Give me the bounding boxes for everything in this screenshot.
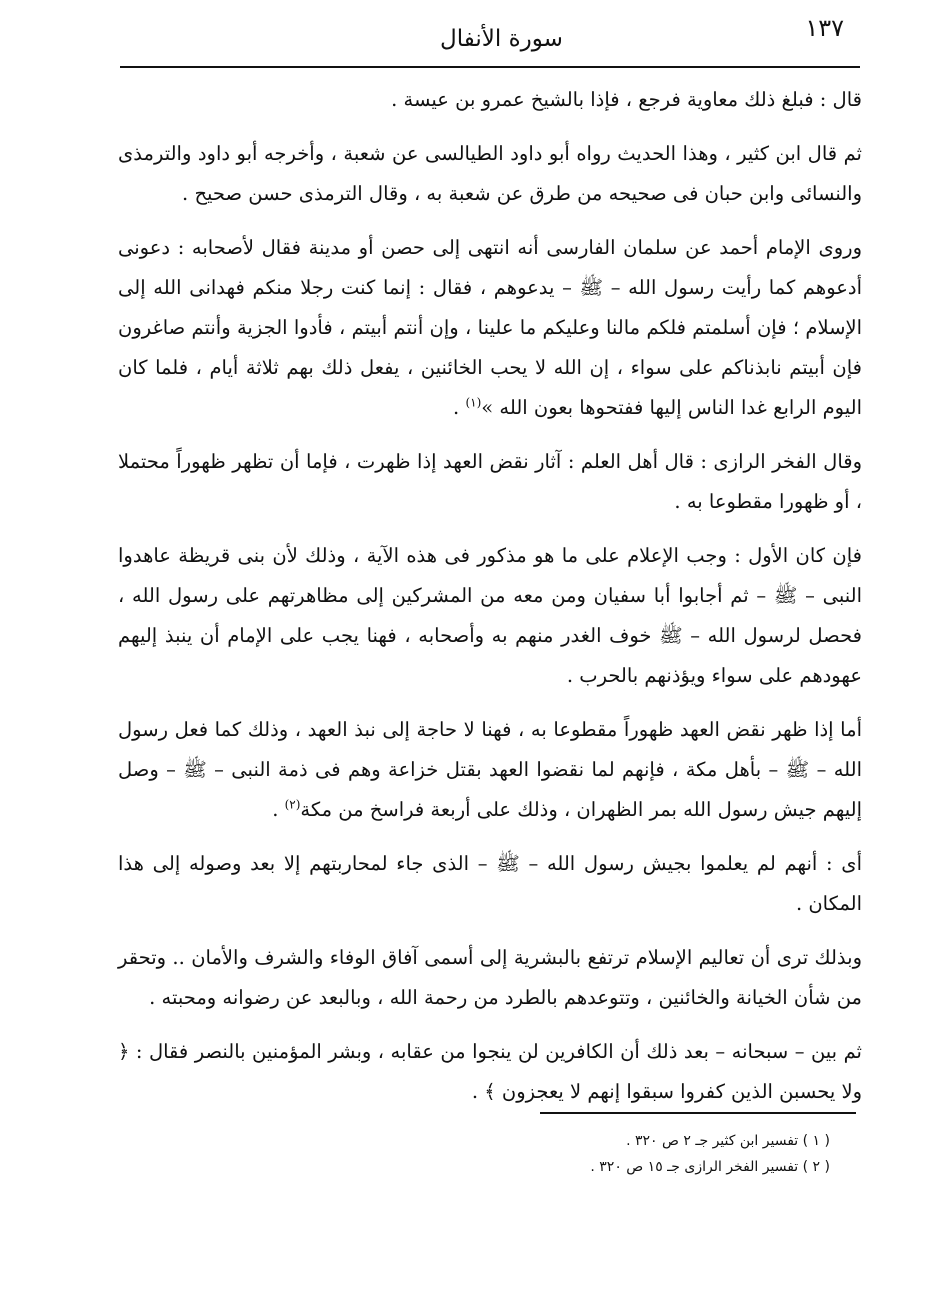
paragraph-7: أى : أنهم لم يعلموا بجيش رسول الله – ﷺ – الذى جاء لمحاربتهم إلا بعد وصوله إلى هذا المكان . [118, 852, 862, 915]
paragraph-5: فإن كان الأول : وجب الإعلام على ما هو مذكور فى هذه الآية ، وذلك لأن بنى قريظة عاهدوا النبى – ﷺ – ثم أجابوا أبا سفيان ومن معه من المشركين إلى مظاهرتهم على رسول الله ، فحصل لرسول الله – ﷺ خوف الغدر منهم به وأصحابه ، فهنا يجب على الإمام أن ينبذ إليهم عهودهم على سواء ويؤذنهم بالحرب . [118, 544, 862, 687]
running-header-title: سورة الأنفال [440, 26, 563, 52]
header-divider [120, 66, 860, 68]
paragraph-2: ثم قال ابن كثير ، وهذا الحديث رواه أبو داود الطيالسى عن شعبة ، وأخرجه أبو داود والترمذى والنسائى وابن حبان فى صحيحه من طرق عن شعبة به ، وقال الترمذى حسن صحيح . [118, 142, 862, 205]
paragraph-9: ثم بين – سبحانه – بعد ذلك أن الكافرين لن ينجوا من عقابه ، وبشر المؤمنين بالنصر فقال : ﴿ ولا يحسبن الذين كفروا سبقوا إنهم لا يعجزون ﴾ . [118, 1040, 862, 1103]
footnote-1: ( ١ ) تفسير ابن كثير جـ ٢ ص ٣٢٠ . [626, 1133, 830, 1149]
footnote-divider [540, 1112, 856, 1114]
paragraph-6: أما إذا ظهر نقض العهد ظهوراً مقطوعا به ، فهنا لا حاجة إلى نبذ العهد ، وذلك كما فعل رسول الله – ﷺ – بأهل مكة ، فإنهم لما نقضوا العهد بقتل خزاعة وهم فى ذمة النبى – ﷺ – وصل إليهم جيش رسول الله بمر الظهران ، وذلك على أربعة فراسخ من مكة$^{(٢)}$ . [118, 718, 862, 821]
paragraph-4: وقال الفخر الرازى : قال أهل العلم : آثار نقض العهد إذا ظهرت ، فإما أن تظهر ظهوراً محتملا ، أو ظهورا مقطوعا به . [118, 450, 862, 513]
footnote-marker-2[interactable]: (٢) [284, 797, 301, 812]
footnote-2: ( ٢ ) تفسير الفخر الرازى جـ ١٥ ص ٣٢٠ . [590, 1159, 830, 1175]
paragraph-1: قال : فبلغ ذلك معاوية فرجع ، فإذا بالشيخ عمرو بن عيسة . [391, 88, 862, 111]
paragraph-8: وبذلك ترى أن تعاليم الإسلام ترتفع بالبشرية إلى أسمى آفاق الوفاء والشرف والأمان .. وتحقر من شأن الخيانة والخائنين ، وتتوعدهم بالطرد من رحمة الله ، وبالبعد عن رضوانه ومحبته . [118, 946, 862, 1009]
page-number: ١٣٧ [805, 14, 844, 42]
footnotes [500, 1128, 830, 1180]
paragraph-3: وروى الإمام أحمد عن سلمان الفارسى أنه انتهى إلى حصن أو مدينة فقال لأصحابه : دعونى أدعوهم كما رأيت رسول الله – ﷺ – يدعوهم ، فقال : إنما كنت رجلا منكم فهدانى الله إلى الإسلام ؛ فإن أسلمتم فلكم مالنا وعليكم ما علينا ، وإن أنتم أبيتم ، فأدوا الجزية وأنتم صاغرون فإن أبيتم نابذناكم على سواء ، إن الله لا يحب الخائنين ، يفعل ذلك بهم ثلاثة أيام ، فلما كان اليوم الرابع غدا الناس إليها ففتحوها بعون الله »$^{(١)}$ . [118, 236, 862, 419]
main-text [118, 80, 862, 1126]
footnote-marker-1[interactable]: (١) [465, 395, 482, 410]
